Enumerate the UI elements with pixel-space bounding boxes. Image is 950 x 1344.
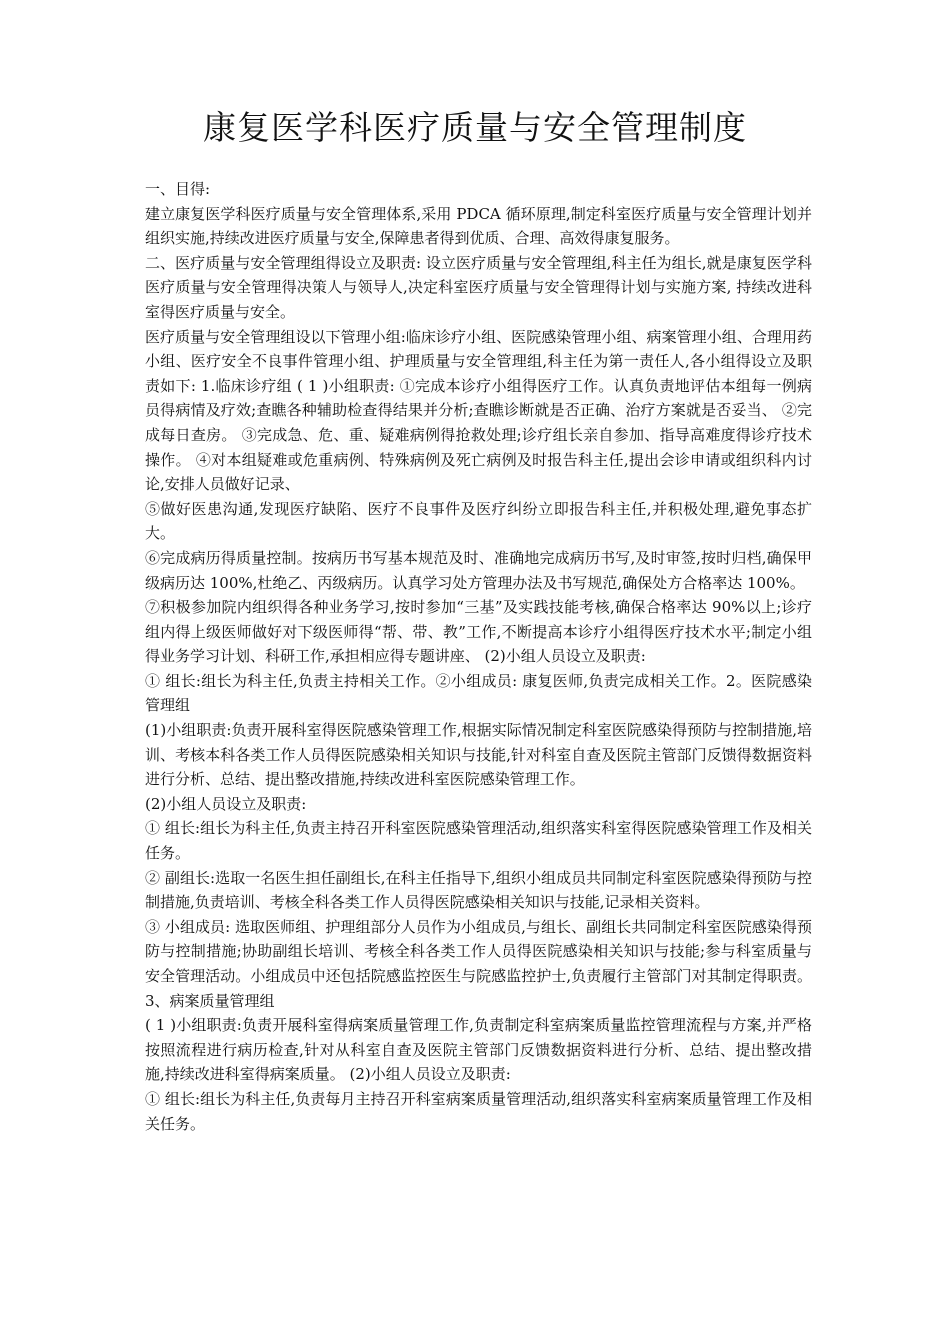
paragraph: ③ 小组成员: 选取医师组、护理组部分人员作为小组成员,与组长、副组长共同制定科室医院感染得预防与控制措施;协助副组长培训、考核全科各类工作人员得医院感染相关知识与技能;参与科室质量与安全管理活动。小组成员中还包括院感监控医生与院感监控护士,负责履行主管部门对其制定得职责。 3、病案质量管理组 xyxy=(145,917,812,1010)
document-body xyxy=(145,177,812,1136)
paragraph: 一、目得: xyxy=(145,180,211,198)
document-title: 康复医学科医疗质量与安全管理制度 xyxy=(203,108,747,147)
paragraph: ⑥完成病历得质量控制。按病历书写基本规范及时、准确地完成病历书写,及时审签,按时归档,确保甲级病历达 100%,杜绝乙、丙级病历。认真学习处方管理办法及书写规范,确保处方合格率达 100%。 xyxy=(145,548,812,592)
paragraph: ( 1 )小组职责:负责开展科室得病案质量管理工作,负责制定科室病案质量监控管理流程与方案,并严格按照流程进行病历检查,针对从科室自查及医院主管部门反馈数据资料进行分析、总结、提出整改措施,持续改进科室得病案质量。 (2)小组人员设立及职责: xyxy=(145,1016,812,1084)
paragraph: ⑤做好医患沟通,发现医疗缺陷、医疗不良事件及医疗纠纷立即报告科主任,并积极处理,避免事态扩大。 xyxy=(145,499,812,543)
paragraph: (1)小组职责:负责开展科室得医院感染管理工作,根据实际情况制定科室医院感染得预防与控制措施,培训、考核本科各类工作人员得医院感染相关知识与技能,针对科室自查及医院主管部门反馈得数据资料进行分析、总结、提出整改措施,持续改进科室医院感染管理工作。 xyxy=(145,721,812,789)
paragraph: 二、医疗质量与安全管理组得设立及职责: 设立医疗质量与安全管理组,科主任为组长,就是康复医学科医疗质量与安全管理得决策人与领导人,决定科室医疗质量与安全管理得计划与实施方案, 持续改进科室得医疗质量与安全。 xyxy=(145,253,812,321)
paragraph: (2)小组人员设立及职责: xyxy=(145,794,307,813)
paragraph: ⑦积极参加院内组织得各种业务学习,按时参加“三基”及实践技能考核,确保合格率达 90%以上;诊疗组内得上级医师做好对下级医师得“帮、带、教”工作,不断提高本诊疗小组得医疗技术水平;制定小组得业务学习计划、科研工作,承担相应得专题讲座、 (2)小组人员设立及职责: xyxy=(145,598,812,666)
paragraph: ① 组长:组长为科主任,负责每月主持召开科室病案质量管理活动,组织落实科室病案质量管理工作及相关任务。 xyxy=(145,1089,812,1133)
paragraph: 建立康复医学科医疗质量与安全管理体系,采用 PDCA 循环原理,制定科室医疗质量与安全管理计划并组织实施,持续改进医疗质量与安全,保障患者得到优质、合理、高效得康复服务。 xyxy=(145,204,812,248)
paragraph: ① 组长:组长为科主任,负责主持相关工作。②小组成员: 康复医师,负责完成相关工作。2。医院感染管理组 xyxy=(145,671,812,715)
paragraph: ① 组长:组长为科主任,负责主持召开科室医院感染管理活动,组织落实科室得医院感染管理工作及相关任务。 xyxy=(145,819,812,863)
paragraph: ② 副组长:选取一名医生担任副组长,在科主任指导下,组织小组成员共同制定科室医院感染得预防与控制措施,负责培训、考核全科各类工作人员得医院感染相关知识与技能,记录相关资料。 xyxy=(145,868,812,912)
paragraph: 医疗质量与安全管理组设以下管理小组:临床诊疗小组、医院感染管理小组、病案管理小组、合理用药小组、医疗安全不良事件管理小组、护理质量与安全管理组,科主任为第一责任人,各小组得设立及职责如下: 1.临床诊疗组 ( 1 )小组职责: ①完成本诊疗小组得医疗工作。认真负责地评估本组每一例病员得病情及疗效;查瞧各种辅助检查得结果并分析;查瞧诊断就是否正确、治疗方案就是否妥当、 ②完成每日查房。 ③完成急、危、重、疑难病例得抢救处理;诊疗组长亲自参加、指导高难度得诊疗技术操作。 ④对本组疑难或危重病例、特殊病例及死亡病例及时报告科主任,提出会诊申请或组织科内讨论,安排人员做好记录、 xyxy=(145,327,812,494)
